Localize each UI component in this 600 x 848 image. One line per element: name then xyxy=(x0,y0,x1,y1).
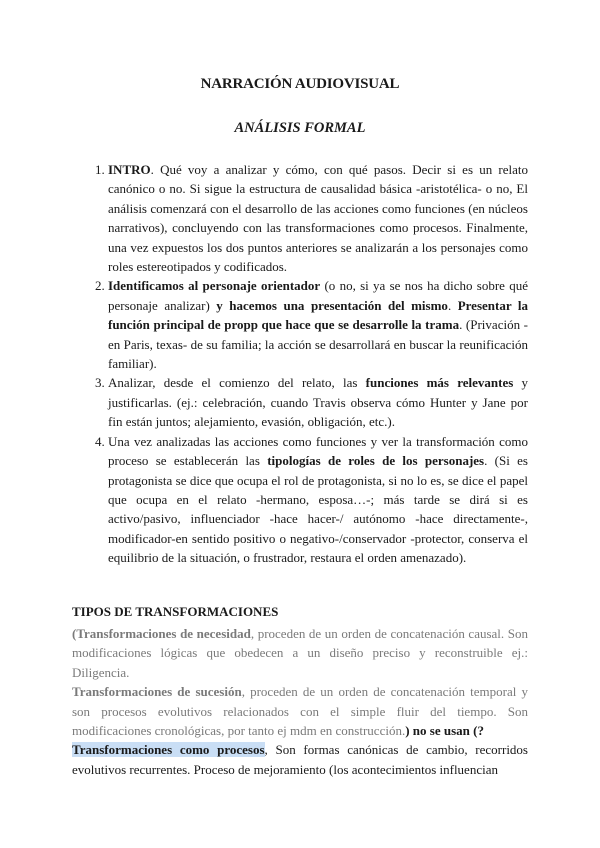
item-bold: Identificamos al personaje orientador xyxy=(108,278,321,294)
intro-label: INTRO xyxy=(108,162,151,177)
steps-list xyxy=(72,160,528,568)
paragraph xyxy=(72,740,528,779)
item-text: . (Privación -en Paris, texas- de su familia; la acción se desarrollará en buscar la reunificación familiar). xyxy=(108,317,528,372)
note-bold: ) no se usan (? xyxy=(405,723,484,739)
item-text: . xyxy=(447,297,458,313)
list-item xyxy=(108,160,528,276)
item-text: . (Si es protagonista se dice que ocupa el rol de protagonista, si no lo es, se dice el papel que ocupa en el relato -hermano, esposa…-; más tarde se dirá si es activo/pasivo, influenciador -hace hacer-/ autónomo -hace directamente-, modificador-en sentido positivo o negativo-/conservador -protector, conserva el equilibrio de la situación, o frustrador, restaura el orden amenazado). xyxy=(108,453,528,566)
item-text: Una vez analizadas las acciones como funciones y ver la transformación como proceso se establecerán las xyxy=(108,433,528,469)
term-bold: Transformaciones de sucesión xyxy=(72,684,242,700)
paragraph xyxy=(72,624,528,682)
paragraph-text: , proceden de un orden de concatenación temporal y son procesos evolutivos relacionados con el simple fluir del tiempo. Son modificaciones cronológicas, por tanto ej mdm en construcción. xyxy=(72,684,529,739)
highlighted-term: Transformaciones como procesos xyxy=(72,742,265,758)
item-text: y justificarlas. (ej.: celebración, cuando Travis observa cómo Hunter y Jane por fin están juntos; alejamiento, evasión, obligación, etc.). xyxy=(108,375,528,430)
paragraph-text: , proceden de un orden de concatenación causal. Son modificaciones lógicas que obedecen a un diseño preciso y reconstruible ej.: Diligencia. xyxy=(72,626,528,680)
item-text: Analizar, desde el comienzo del relato, las xyxy=(108,375,366,391)
list-item xyxy=(108,432,528,568)
item-bold: funciones más relevantes xyxy=(365,375,514,391)
item-bold: tipologías de roles de los personajes xyxy=(267,453,485,469)
paragraph xyxy=(72,682,528,740)
document-subtitle: ANÁLISIS FORMAL xyxy=(234,120,366,136)
term-bold: (Transformaciones de necesidad xyxy=(72,626,251,641)
section-title: TIPOS DE TRANSFORMACIONES xyxy=(72,604,279,619)
list-item xyxy=(108,276,528,373)
section-body xyxy=(72,624,528,779)
item-bold: y hacemos una presentación del mismo xyxy=(216,297,448,313)
document-title: NARRACIÓN AUDIOVISUAL xyxy=(200,76,400,92)
list-item xyxy=(108,373,528,431)
item-text: . Qué voy a analizar y cómo, con qué pasos. Decir si es un relato canónico o no. Si sigue la estructura de causalidad básica -aristotélica- o no, El análisis comenzará con el desarrollo de las acciones como funciones (en núcleos narrativos), concluyendo con las transformaciones como procesos. Finalmente, una vez expuestos los dos puntos anteriores se analizarán a los personajes como roles estereotipados y codificados. xyxy=(108,162,528,275)
paragraph-text: , Son formas canónicas de cambio, recorridos evolutivos recurrentes. Proceso de mejoramiento (los acontecimientos influencian xyxy=(72,742,528,777)
item-bold: Presentar la función principal de propp que hace que se desarrolle la trama xyxy=(108,297,528,333)
item-text: (o no, si ya se nos ha dicho sobre qué personaje analizar) xyxy=(108,278,528,313)
